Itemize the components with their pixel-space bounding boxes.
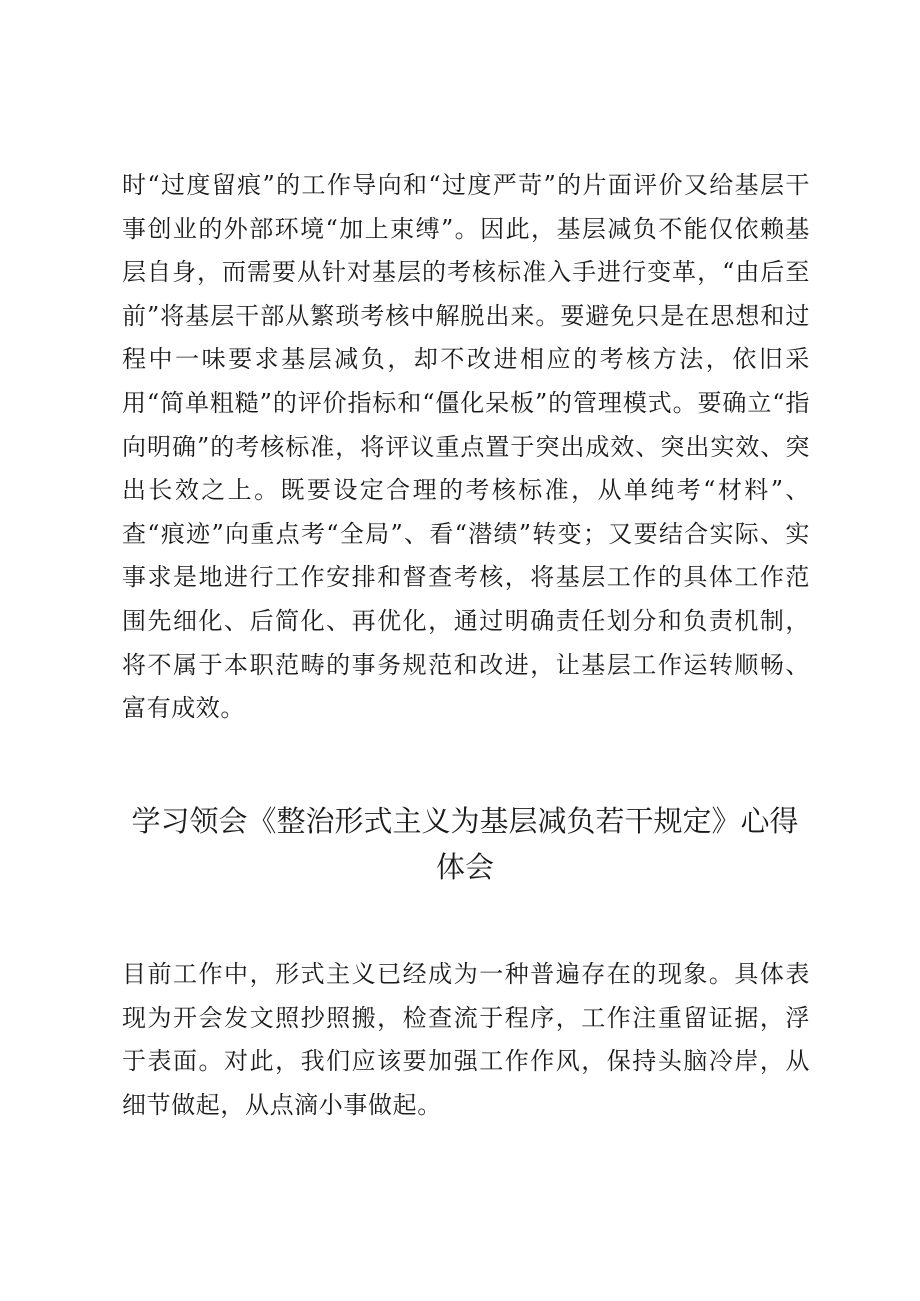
body-paragraph: 时“过度留痕”的工作导向和“过度严苛”的片面评价又给基层干事创业的外部环境“加上束缚”。因此，基层减负不能仅依赖基层自身，而需要从针对基层的考核标准入手进行变革，“由后至前”将基层干部从繁琐考核中解脱出来。要避免只是在思想和过程中一味要求基层减负，却不改进相应的考核方法，依旧采用“简单粗糙”的评价指标和“僵化呆板”的管理模式。要确立“指向明确”的考核标准，将评议重点置于突出成效、突出实效、突出长效之上。既要设定合理的考核标准，从单纯考“材料”、查“痕迹”向重点考“全局”、看“潜绩”转变；又要结合实际、实事求是地进行工作安排和督查考核，将基层工作的具体工作范围先细化、后简化、再优化，通过明确责任划分和负责机制，将不属于本职范畴的事务规范和改进，让基层工作运转顺畅、富有成效。 bbox=[122, 171, 810, 723]
body-paragraph: 目前工作中，形式主义已经成为一种普遍存在的现象。具体表现为开会发文照抄照搬，检查流于程序，工作注重留证据，浮于表面。对此，我们应该要加强工作作风，保持头脑冷岸，从细节做起，从点滴小事做起。 bbox=[122, 960, 810, 1119]
article-title: 学习领会《整治形式主义为基层减负若干规定》心得体会 bbox=[131, 804, 799, 884]
